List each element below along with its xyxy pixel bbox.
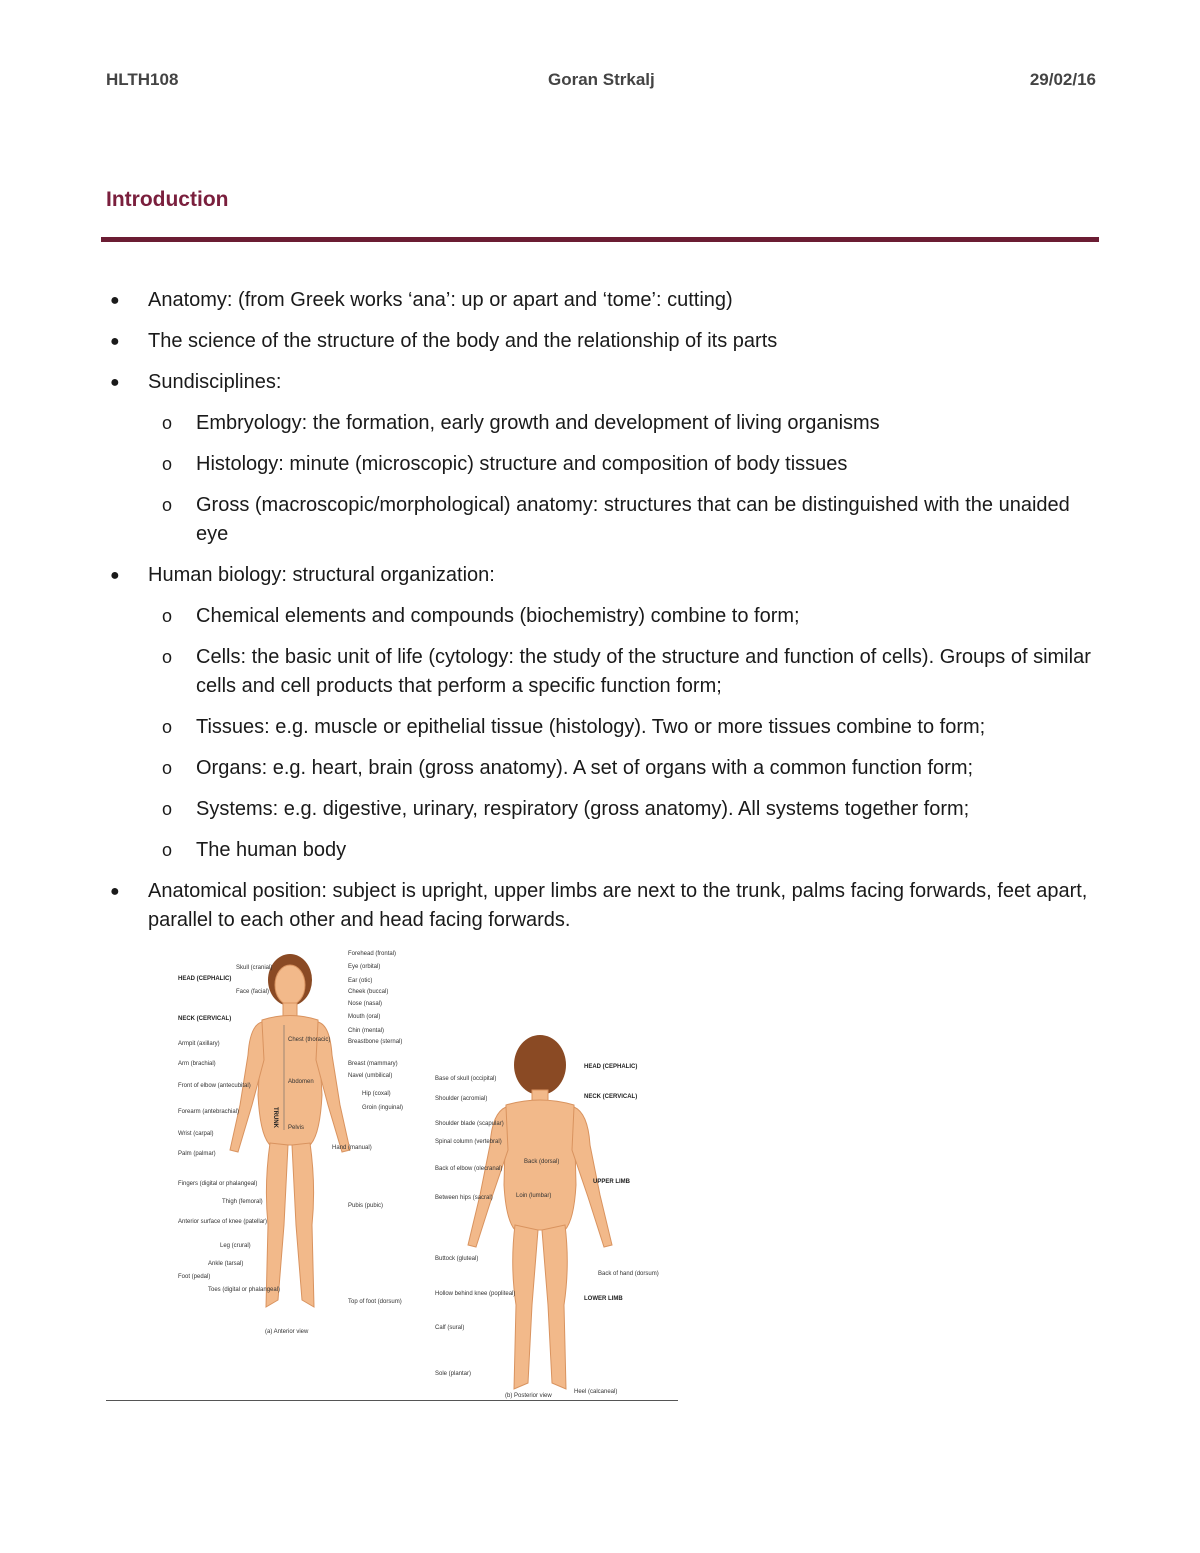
posterior-body xyxy=(468,1035,612,1389)
anterior-label: Navel (umbilical) xyxy=(348,1073,393,1079)
circle-bullet-icon: o xyxy=(162,413,173,433)
anterior-label: Arm (brachial) xyxy=(178,1061,216,1067)
anterior-label: Breastbone (sternal) xyxy=(348,1039,403,1045)
section-title: Introduction xyxy=(106,188,229,211)
item-text: Human biology: structural organization: xyxy=(148,564,495,586)
section-divider xyxy=(101,237,1099,242)
sub-bullet-item xyxy=(106,795,1096,824)
trunk-label: Pelvis xyxy=(288,1125,305,1131)
item-text: Histology: minute (microscopic) structure and composition of body tissues xyxy=(196,453,848,475)
sub-bullet-item xyxy=(106,491,1096,549)
posterior-label: LOWER LIMB xyxy=(584,1296,623,1302)
anterior-label: Eye (orbital) xyxy=(348,964,381,970)
posterior-label: Calf (sural) xyxy=(435,1325,465,1331)
anterior-label: Mouth (oral) xyxy=(348,1014,381,1020)
anterior-label: Hand (manual) xyxy=(332,1145,372,1151)
circle-bullet-icon: o xyxy=(162,840,173,860)
item-text: Tissues: e.g. muscle or epithelial tissue (histology). Two or more tissues combine to form; xyxy=(196,716,986,738)
anterior-label: Anterior surface of knee (patellar) xyxy=(178,1219,268,1225)
sub-bullet-item xyxy=(106,713,1096,742)
bullet-item xyxy=(106,327,1096,356)
figure-divider xyxy=(106,1400,678,1401)
posterior-label: UPPER LIMB xyxy=(593,1179,631,1185)
anatomy-illustration xyxy=(170,945,659,1400)
bullet-icon: ● xyxy=(110,333,120,350)
course-code: HLTH108 xyxy=(106,70,179,89)
anatomical-position-figure xyxy=(170,945,659,1400)
item-text: Chemical elements and compounds (biochemistry) combine to form; xyxy=(196,605,800,627)
anterior-label: Pubis (pubic) xyxy=(348,1203,384,1209)
anterior-label: Breast (mammary) xyxy=(348,1061,398,1067)
anterior-label: HEAD (CEPHALIC) xyxy=(178,976,232,982)
notes-list xyxy=(106,286,1096,947)
sub-bullet-item xyxy=(106,409,1096,438)
item-text: Sundisciplines: xyxy=(148,371,282,393)
item-text: Anatomical position: subject is upright, upper limbs are next to the trunk, palms facing forwards, feet apart, parallel to each other and head facing forwards. xyxy=(148,880,1088,931)
posterior-label: Heel (calcaneal) xyxy=(574,1389,618,1395)
circle-bullet-icon: o xyxy=(162,495,173,515)
anterior-label: Cheek (buccal) xyxy=(348,989,389,995)
posterior-label: Sole (plantar) xyxy=(435,1371,472,1377)
anterior-label: Front of elbow (antecubital) xyxy=(178,1083,251,1089)
bullet-item xyxy=(106,561,1096,590)
item-text: Cells: the basic unit of life (cytology: the study of the structure and function of cells). Groups of similar cells and cell products that perform a specific function form; xyxy=(196,646,1091,697)
circle-bullet-icon: o xyxy=(162,799,173,819)
anterior-caption: (a) Anterior view xyxy=(265,1329,309,1335)
sub-bullet-item xyxy=(106,643,1096,701)
sub-bullet-item xyxy=(106,602,1096,631)
circle-bullet-icon: o xyxy=(162,454,173,474)
bullet-icon: ● xyxy=(110,883,120,900)
posterior-label: Hollow behind knee (popliteal) xyxy=(435,1291,516,1297)
anterior-label: Toes (digital or phalangeal) xyxy=(208,1287,281,1293)
anterior-label: Armpit (axillary) xyxy=(178,1041,220,1047)
item-text: The human body xyxy=(196,839,347,861)
anterior-label: Ear (otic) xyxy=(348,978,373,984)
anterior-label: Foot (pedal) xyxy=(178,1274,211,1280)
circle-bullet-icon: o xyxy=(162,606,173,626)
author-name: Goran Strkalj xyxy=(548,70,655,89)
posterior-trunk-label: Loin (lumbar) xyxy=(516,1193,552,1199)
item-text: Anatomy: (from Greek works ‘ana’: up or apart and ‘tome’: cutting) xyxy=(148,289,733,311)
posterior-label: Between hips (sacral) xyxy=(435,1195,493,1201)
anterior-label: Palm (palmar) xyxy=(178,1151,216,1157)
anterior-label: Forehead (frontal) xyxy=(348,951,397,957)
posterior-label: HEAD (CEPHALIC) xyxy=(584,1064,638,1070)
anterior-label: Nose (nasal) xyxy=(348,1001,383,1007)
circle-bullet-icon: o xyxy=(162,758,173,778)
posterior-label: NECK (CERVICAL) xyxy=(584,1094,638,1100)
bullet-icon: ● xyxy=(110,374,120,391)
sub-bullet-item xyxy=(106,754,1096,783)
trunk-label: Abdomen xyxy=(288,1079,314,1085)
bullet-item xyxy=(106,286,1096,315)
anterior-label: Ankle (tarsal) xyxy=(208,1261,244,1267)
item-text: Gross (macroscopic/morphological) anatomy: structures that can be distinguished with the unaided eye xyxy=(196,494,1070,545)
anterior-label: Thigh (femoral) xyxy=(222,1199,263,1205)
anterior-label: Forearm (antebrachial) xyxy=(178,1109,240,1115)
posterior-label: Back of hand (dorsum) xyxy=(598,1271,659,1277)
bullet-icon: ● xyxy=(110,292,120,309)
anterior-label: Fingers (digital or phalangeal) xyxy=(178,1181,258,1187)
posterior-label: Buttock (gluteal) xyxy=(435,1256,479,1262)
posterior-label: Shoulder (acromial) xyxy=(435,1096,488,1102)
anterior-label: Chin (mental) xyxy=(348,1028,385,1034)
document-date: 29/02/16 xyxy=(1029,70,1096,89)
bullet-icon: ● xyxy=(110,567,120,584)
page-header xyxy=(106,70,1096,96)
anterior-label: Face (facial) xyxy=(236,989,270,995)
item-text: Organs: e.g. heart, brain (gross anatomy). A set of organs with a common function form; xyxy=(196,757,974,779)
anterior-label: Top of foot (dorsum) xyxy=(348,1299,402,1305)
item-text: The science of the structure of the body and the relationship of its parts xyxy=(148,330,778,352)
anterior-label: Wrist (carpal) xyxy=(178,1131,214,1137)
posterior-caption: (b) Posterior view xyxy=(505,1393,552,1399)
item-text: Systems: e.g. digestive, urinary, respiratory (gross anatomy). All systems together form; xyxy=(196,798,970,820)
anterior-label: Groin (inguinal) xyxy=(362,1105,404,1111)
circle-bullet-icon: o xyxy=(162,717,173,737)
anterior-label: NECK (CERVICAL) xyxy=(178,1016,232,1022)
posterior-label: Base of skull (occipital) xyxy=(435,1076,497,1082)
trunk-label: TRUNK xyxy=(272,1107,278,1128)
posterior-label: Shoulder blade (scapular) xyxy=(435,1121,504,1127)
anterior-label: Skull (cranial) xyxy=(236,965,273,971)
posterior-trunk-label: Back (dorsal) xyxy=(524,1159,560,1165)
circle-bullet-icon: o xyxy=(162,647,173,667)
posterior-label: Back of elbow (olecranal) xyxy=(435,1166,503,1172)
anterior-label: Hip (coxal) xyxy=(362,1091,391,1097)
bullet-item xyxy=(106,877,1096,935)
item-text: Embryology: the formation, early growth and development of living organisms xyxy=(196,412,880,434)
anterior-label: Leg (crural) xyxy=(220,1243,251,1249)
sub-bullet-item xyxy=(106,450,1096,479)
sub-bullet-item xyxy=(106,836,1096,865)
bullet-item xyxy=(106,368,1096,397)
trunk-label: Chest (thoracic) xyxy=(288,1037,331,1043)
posterior-label: Spinal column (vertebral) xyxy=(435,1139,502,1145)
